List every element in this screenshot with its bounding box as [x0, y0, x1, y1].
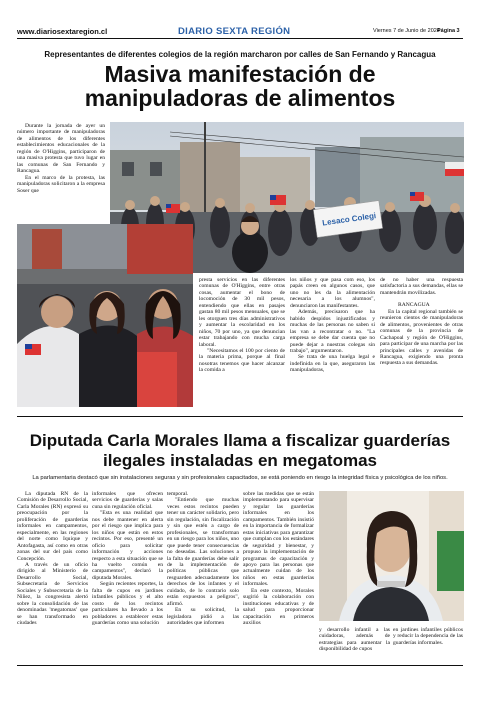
article1-headline-line1: Masiva manifestación de — [104, 61, 376, 87]
newspaper-banner: DIARIO SEXTA REGIÓN — [178, 26, 291, 37]
article2-col-3: temporal. "Entiendo que muchas veces estos recintos pueden tener un carácter solidario, pero sin regulación, sin fiscalización y sin que estén a cargo de profesionales, se transforman en un riesgo para los niños, uno que puede tener consecuencias no deseadas. Las soluciones a la falta de guarderías debe salir de la implementación de políticas públicas que resguarden adecuadamente los derechos de los infantes y el cuidado, de lo contrario solo están expuestos a peligros", afirmó. En su solicitud, la legisladora pidió a las autoridades que informen — [167, 491, 239, 627]
manipuladoras-photo — [17, 224, 193, 407]
footer-rule — [17, 665, 463, 666]
article2-headline-line1: Diputada Carla Morales llama a fiscalizar guarderías — [29, 431, 451, 450]
header-date: Viernes 7 de Junio de 2024 — [373, 28, 440, 34]
article1-col-3: los niños y que pasa com eso, los papás creen en algunos casos, que uno no les da la alimentación necesaria a los alumnos", denunciaron las manifestantes. Además, precisaron que ha habido despidos injustificados y muchas de las personas no saben si las van a recontratar o no. "La empresa se debe dar cuenta que no puede dejar a nuestras colegas sin trabajo", argumentaron. Se trata de una huelga legal e indefinida en la que, aseguraron las manipuladoras, — [290, 277, 375, 374]
article2-col-2: informales que ofrecen servicios de guarderías y salas cuna sin regulación oficial. "Esta es una realidad que nos debe mantener en alerta por el riesgo que implica para los niños que están en estos recintos. Por eso, presenté un oficio para solicitar información y acciones respecto a esta situación que se ha vuelto común en campamentos", declaró la diputada Morales. Según recientes reportes, la falta de cupos en jardines infantiles públicos y el alto costo de los recintos particulares ha llevado a los pobladores a establecer estas guarderías como una solución — [92, 491, 163, 627]
article1-col-2: presta servicios en las diferentes comunas de O'Higgins, entre otras cosas, aumentar el bono de locomoción de 30 mil pesos, entendiendo que ellas en pasajes gastan 80 mil pesos mensuales, que se les otorguen tres días administrativos y aumentar la escolaridad en los niños, 70 por uno, ya que denuncian estar trabajando con mucha carga laboral. "Necesitamos el 100 por ciento de la materia prima, porque al final nosotras tenemos que hacer alcanzar la comida a — [199, 277, 285, 374]
article2-col-5: y desarrollo infantil a las cuidadoras, además de estrategias para aumentar la disponibilidad de cupos — [319, 627, 390, 653]
article2-col-1: La diputada RN de la Comisión de Desarrollo Social, Carla Morales (RN) expresó su preocupación por la proliferación de guarderías informales en campamentos, especialmente, en las regiones del norte como Iquique y Antofagasta, así como en otras zonas del sur del país como Concepción. A través de un oficio dirigido al Ministerio de Desarrollo Social, Subsecretaria de Servicios Sociales y Subsecretaria de la Niñez, la congresista alertó sobre la consolidación de las denominadas 'megatomas' que se han transformado en ciudades — [17, 491, 88, 627]
diputada-photo-graphic — [319, 491, 464, 621]
article2-headline — [17, 431, 463, 471]
article1-col-left: Durante la jornada de ayer un número importante de manipuladoras de alimentos de los diferentes establecimientos educacionales de la región de O'Higgins, participaron de una masiva protesta que tuvo lugar en las comunas de San Fernando y Rancagua. En el marco de la protesta, las manipuladoras solicitaron a la empresa Soser que — [17, 123, 105, 194]
manipuladoras-photo-graphic — [17, 224, 193, 407]
article2-deck: La parlamentaria destacó que sin instalaciones seguras y sin profesionales capacitados, se está poniendo en riesgo la integridad física y psicológica de los niños. — [32, 475, 448, 481]
article2-col-6: en jardines infantiles públicos y reducir la dependencia de las guarderías informales. — [393, 627, 463, 646]
article2-col-4: sobre las medidas que se están implementando para supervisar y regular las guarderías informales en los campamentos. También insistió en la importancia de formalizar estas iniciativas para garantizar que cumplan con los estándares de seguridad y bienestar, y propuso la implementación de programas de capacitación y apoyo para las personas que actualmente cuidan de los niños en estas guarderías informales. En este contexto, Morales sugirió la colaboración con instituciones educativas y de salud para proporcionar capacitación en primeros auxilios — [243, 491, 314, 627]
header-rule — [17, 38, 463, 39]
sign-text: Lesaco Colegi — [321, 211, 377, 228]
article2-headline-line2: ilegales instaladas en megatomas — [102, 451, 377, 470]
site-url[interactable]: www.diariosextaregion.cl — [17, 27, 108, 36]
article1-col-4: de no haber una respuesta satisfactoria a sus demandas, ellas se mantendrán movilizadas. RANCAGUA En la capital regional también se reunieron cientos de manipuladoras de alimentos, provenientes de otras comunas de la provincia de Cachapoal y región de O'Higgins, para participar de una marcha por las principales calles y avenidas de Rancagua, exigiendo una pronta respuesta a sus demandas. — [380, 277, 463, 367]
article1-headline-line2: manipuladoras de alimentos — [84, 85, 396, 111]
article-separator — [17, 416, 463, 417]
subhead-rancagua: RANCAGUA — [398, 302, 430, 309]
header-page: Página 3 — [437, 28, 460, 34]
article1-kicker: Representantes de diferentes colegios de la región marcharon por calles de San Fernando y Rancagua — [44, 50, 436, 59]
article1-headline — [17, 62, 463, 110]
diputada-photo — [319, 491, 464, 621]
